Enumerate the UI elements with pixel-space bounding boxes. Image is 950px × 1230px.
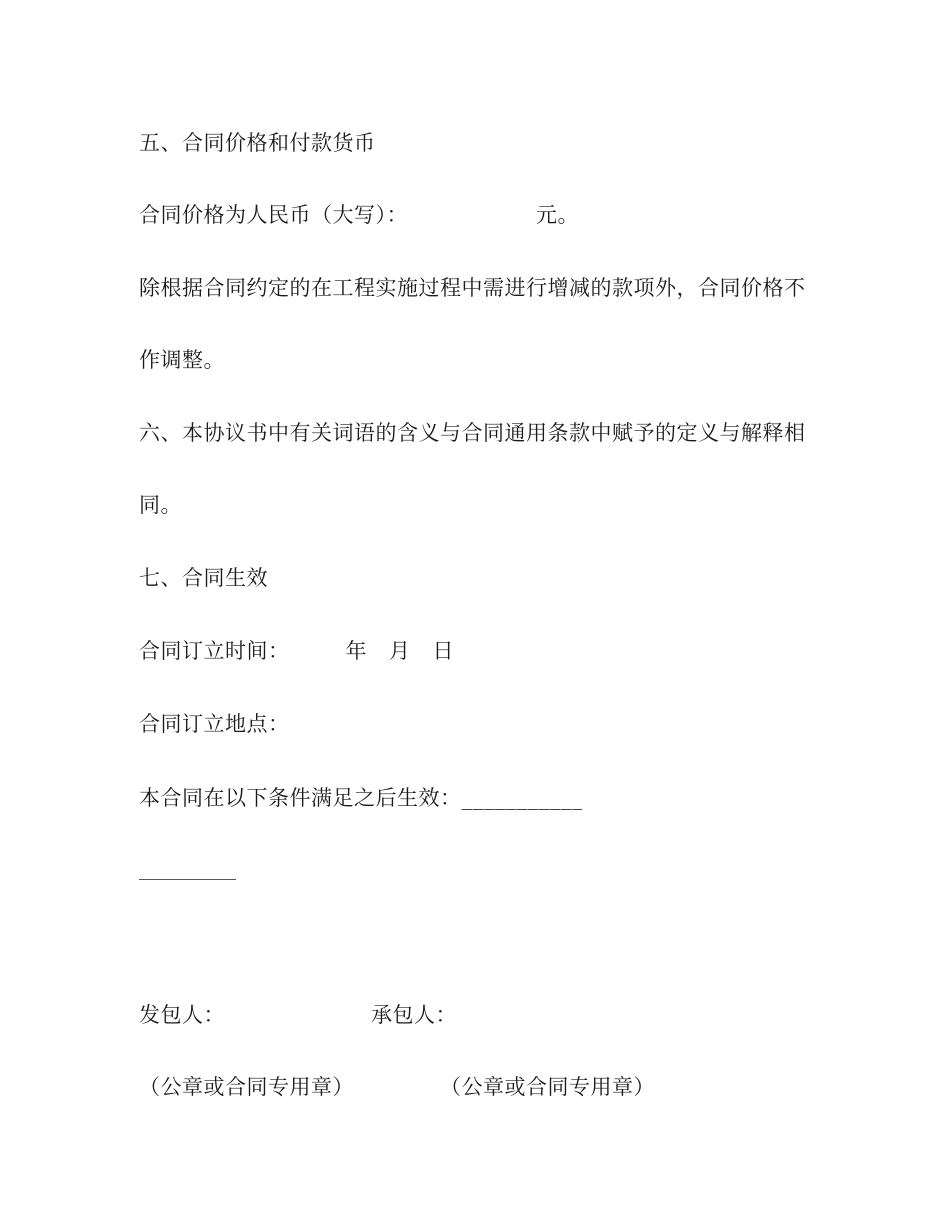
employer-label: 发包人： — [139, 1003, 225, 1027]
price-line — [139, 201, 579, 229]
continuation-blank-line — [139, 879, 236, 880]
section7-heading: 七、合同生效 — [139, 566, 268, 590]
effective-condition-line — [139, 784, 583, 812]
contractor-seal: （公章或合同专用章） — [440, 1075, 655, 1099]
sign-place-label: 合同订立地点： — [139, 712, 290, 736]
sign-time-line — [139, 637, 454, 665]
sign-day: 日 — [432, 639, 454, 663]
effective-condition-blank: ___________ — [461, 786, 583, 810]
section5-heading: 五、合同价格和付款货币 — [139, 131, 376, 155]
section6-line-1: 六、本协议书中有关词语的含义与合同通用条款中赋予的定义与解释相 — [139, 421, 806, 445]
seals-line — [139, 1073, 655, 1101]
sign-year: 年 — [345, 639, 367, 663]
price-unit: 元。 — [536, 203, 579, 227]
sign-month: 月 — [389, 639, 411, 663]
contractor-label: 承包人： — [371, 1003, 457, 1027]
adjust-line-1: 除根据合同约定的在工程实施过程中需进行增减的款项外，合同价格不 — [139, 276, 806, 300]
price-label: 合同价格为人民币（大写）： — [139, 203, 408, 227]
adjust-line-2: 作调整。 — [139, 348, 225, 372]
employer-seal: （公章或合同专用章） — [139, 1075, 354, 1099]
parties-line — [139, 1001, 457, 1029]
effective-condition-label: 本合同在以下条件满足之后生效： — [139, 786, 462, 810]
sign-time-label: 合同订立时间： — [139, 639, 290, 663]
section6-line-2: 同。 — [139, 493, 182, 517]
